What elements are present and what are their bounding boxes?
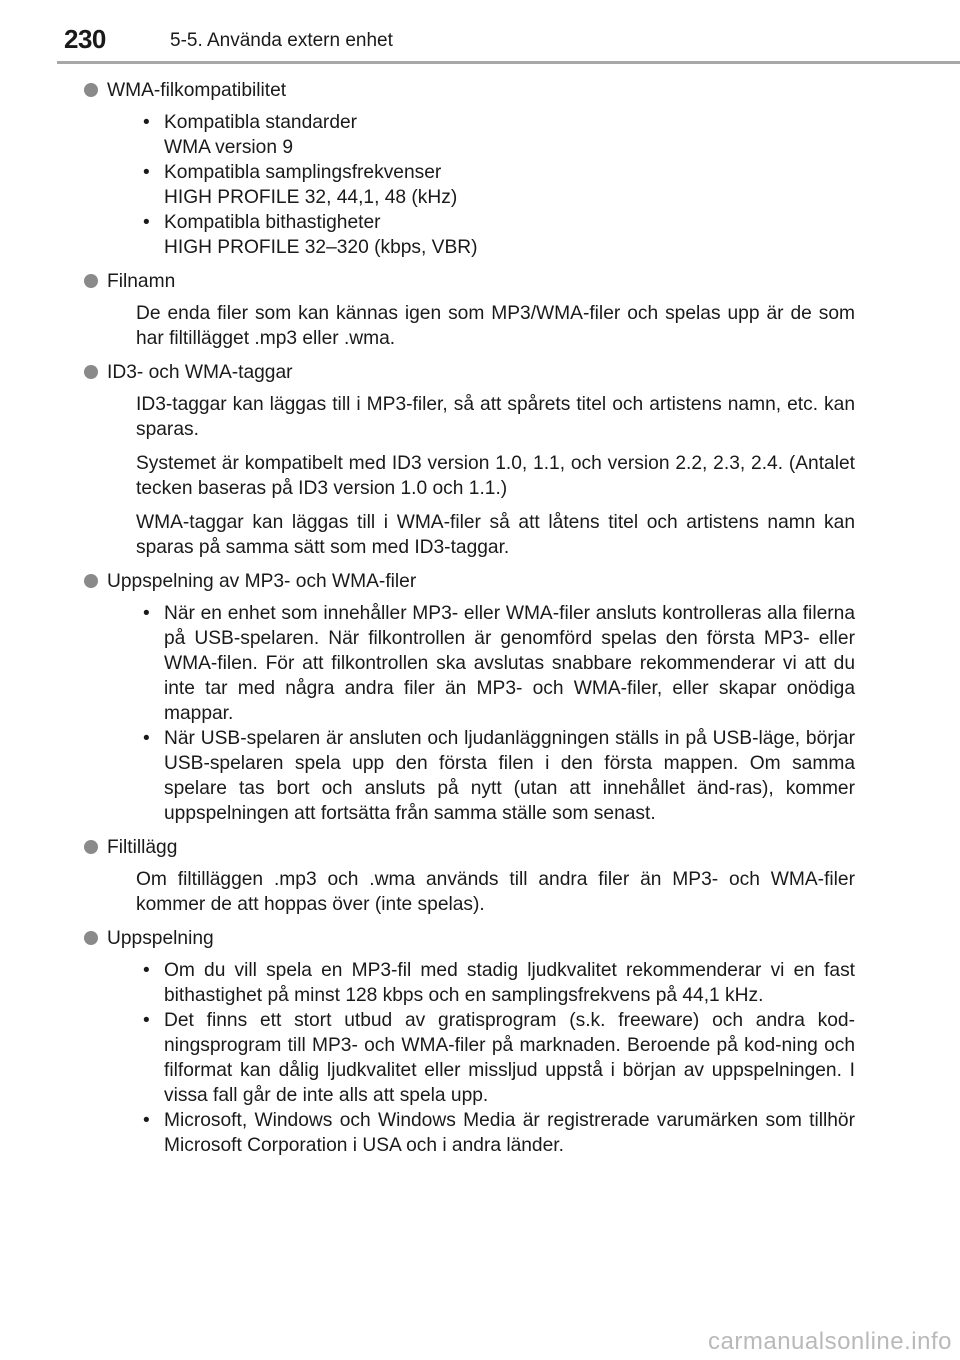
- circle-bullet-icon: [84, 840, 98, 854]
- dot-bullet-icon: •: [143, 162, 150, 183]
- section-heading: [79, 360, 855, 385]
- section-body: [107, 301, 855, 351]
- manual-section: [107, 360, 855, 560]
- dot-bullet-icon: •: [143, 1110, 150, 1131]
- list-item-line: HIGH PROFILE 32, 44,1, 48 (kHz): [164, 187, 458, 208]
- list-item: [136, 601, 855, 726]
- list-item: [136, 160, 855, 210]
- bullet-list: [136, 958, 855, 1158]
- list-item: [136, 726, 855, 826]
- page-number: 230: [64, 24, 106, 54]
- dot-bullet-icon: •: [143, 1010, 150, 1031]
- section-heading: [79, 926, 855, 951]
- dot-bullet-icon: •: [143, 603, 150, 624]
- list-item-line: HIGH PROFILE 32–320 (kbps, VBR): [164, 237, 478, 258]
- bullet-list: [136, 601, 855, 826]
- list-item-text: Om du vill spela en MP3-fil med stadig ljudkvalitet rekommenderar vi en fast bithastighet på minst 128 kbps och en samplingsfrekvens på 44,1 kHz.: [164, 960, 855, 1006]
- circle-bullet-icon: [84, 83, 98, 97]
- manual-section: [107, 835, 855, 917]
- list-item: [136, 1008, 855, 1108]
- list-item: [136, 958, 855, 1008]
- section-heading-text: Filnamn: [107, 271, 176, 292]
- body-paragraph: Systemet är kompatibelt med ID3 version 1.0, 1.1, och version 2.2, 2.3, 2.4. (Antalet tecken baseras på ID3 version 1.0 och 1.1.): [136, 453, 855, 499]
- list-item-line: Kompatibla standarder: [164, 112, 358, 133]
- section-body: [107, 110, 855, 260]
- manual-section: [107, 569, 855, 826]
- dot-bullet-icon: •: [143, 112, 150, 133]
- circle-bullet-icon: [84, 274, 98, 288]
- section-heading-text: Uppspelning: [107, 928, 214, 949]
- list-item: [136, 110, 855, 160]
- list-item-line: WMA version 9: [164, 137, 294, 158]
- list-item: [136, 210, 855, 260]
- manual-content: [107, 78, 855, 1167]
- body-paragraph: ID3-taggar kan läggas till i MP3-filer, så att spårets titel och artistens namn, etc. kan sparas.: [136, 394, 855, 440]
- section-body: [107, 867, 855, 917]
- page-header: [0, 0, 960, 66]
- body-paragraph: Om filtilläggen .mp3 och .wma används till andra filer än MP3- och WMA-filer kommer de att hoppas över (inte spelas).: [136, 869, 855, 915]
- watermark: carmanualsonline.info: [708, 1328, 952, 1355]
- circle-bullet-icon: [84, 931, 98, 945]
- list-item-line: Kompatibla bithastigheter: [164, 212, 381, 233]
- circle-bullet-icon: [84, 574, 98, 588]
- section-body: [107, 392, 855, 560]
- list-item-text: Microsoft, Windows och Windows Media är registrerade varumärken som tillhör Microsoft Corporation i USA och i andra länder.: [164, 1110, 855, 1156]
- section-body: [107, 601, 855, 826]
- manual-section: [107, 269, 855, 351]
- dot-bullet-icon: •: [143, 212, 150, 233]
- manual-section: [107, 78, 855, 260]
- section-heading: [79, 269, 855, 294]
- list-item: [136, 1108, 855, 1158]
- section-heading-text: WMA-filkompatibilitet: [107, 80, 287, 101]
- circle-bullet-icon: [84, 365, 98, 379]
- list-item-line: Kompatibla samplingsfrekvenser: [164, 162, 442, 183]
- body-paragraph: De enda filer som kan kännas igen som MP3/WMA-filer och spelas upp är de som har filtillägget .mp3 eller .wma.: [136, 303, 855, 349]
- bullet-list: [136, 110, 855, 260]
- section-heading-text: ID3- och WMA-taggar: [107, 362, 293, 383]
- dot-bullet-icon: •: [143, 960, 150, 981]
- section-heading-text: Filtillägg: [107, 837, 178, 858]
- body-paragraph: WMA-taggar kan läggas till i WMA-filer så att låtens titel och artistens namn kan sparas på samma sätt som med ID3-taggar.: [136, 512, 855, 558]
- dot-bullet-icon: •: [143, 728, 150, 749]
- header-divider: [57, 61, 960, 64]
- manual-section: [107, 926, 855, 1158]
- list-item-text: När en enhet som innehåller MP3- eller WMA-filer ansluts kontrolleras alla filerna på USB-spelaren. När filkontrollen är genomförd spelas den första MP3- eller WMA-filen. För att filkontrollen ska avslutas snabbare rekommenderar vi att du inte tar med några andra filer än MP3- och WMA-filer, eller skapar onödiga mappar.: [164, 603, 855, 724]
- list-item-text: När USB-spelaren är ansluten och ljudanläggningen ställs in på USB-läge, börjar USB-spelaren spela upp den första filen i den första mappen. Om samma spelare tas bort och ansluts på nytt (utan att innehållet änd-ras), kommer uppspelningen att fortsätta från samma ställe som senast.: [164, 728, 855, 824]
- section-body: [107, 958, 855, 1158]
- list-item-text: Det finns ett stort utbud av gratisprogram (s.k. freeware) och andra kod-ningsprogram till MP3- och WMA-filer på marknaden. Beroende på kod-ning och filformat kan dålig ljudkvalitet eller missljud uppstå i början av uppspelningen. I vissa fall går de inte alls att spela upp.: [164, 1010, 855, 1106]
- section-heading: [79, 78, 855, 103]
- section-heading: [79, 835, 855, 860]
- section-heading: [79, 569, 855, 594]
- section-heading-text: Uppspelning av MP3- och WMA-filer: [107, 571, 417, 592]
- section-title: 5-5. Använda extern enhet: [170, 30, 393, 51]
